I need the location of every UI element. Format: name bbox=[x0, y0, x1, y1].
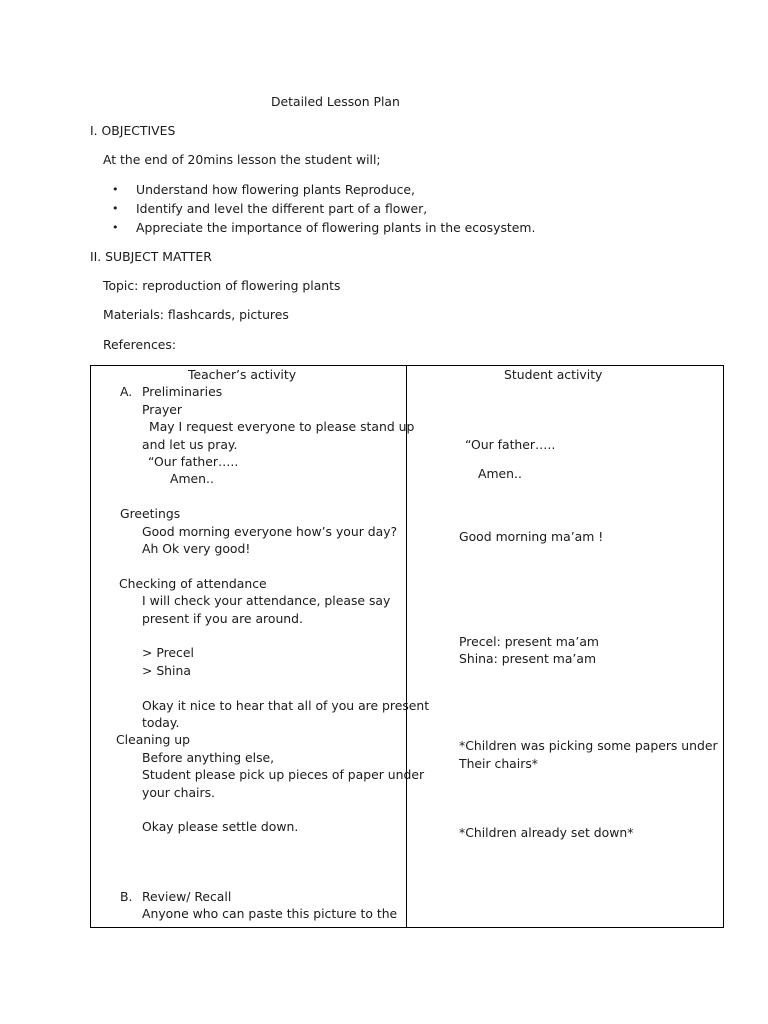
student-response: *Children already set down* bbox=[459, 825, 634, 840]
student-response: Their chairs* bbox=[459, 756, 538, 771]
student-activity-header: Student activity bbox=[504, 367, 603, 382]
objective-item: Identify and level the different part of a flower, bbox=[136, 201, 428, 216]
cleaning-label: Cleaning up bbox=[116, 732, 190, 747]
student-response: “Our father….. bbox=[465, 437, 556, 452]
section-a-label: A. bbox=[120, 384, 133, 399]
objective-item: Understand how flowering plants Reproduce, bbox=[136, 182, 415, 197]
objectives-heading: I. OBJECTIVES bbox=[90, 123, 176, 138]
greetings-label: Greetings bbox=[120, 506, 181, 521]
student-response: *Children was picking some papers under bbox=[459, 738, 718, 753]
prayer-text: Amen.. bbox=[170, 471, 214, 486]
page-title: Detailed Lesson Plan bbox=[271, 94, 400, 109]
objectives-intro: At the end of 20mins lesson the student will; bbox=[103, 152, 381, 167]
student-response: Amen.. bbox=[478, 466, 522, 481]
greetings-text: Ah Ok very good! bbox=[142, 541, 251, 556]
cleaning-text: Student please pick up pieces of paper under bbox=[142, 767, 425, 782]
greetings-text: Good morning everyone how’s your day? bbox=[142, 524, 398, 539]
attendance-label: Checking of attendance bbox=[119, 576, 267, 591]
subject-matter-heading: II. SUBJECT MATTER bbox=[90, 249, 212, 264]
bullet-marker: • bbox=[112, 202, 119, 215]
prayer-text: and let us pray. bbox=[142, 437, 238, 452]
student-response: Shina: present ma’am bbox=[459, 651, 597, 666]
topic-line: Topic: reproduction of flowering plants bbox=[103, 278, 341, 293]
review-text: Anyone who can paste this picture to the bbox=[142, 906, 398, 921]
attendance-text: today. bbox=[142, 715, 180, 730]
attendance-text: Okay it nice to hear that all of you are present bbox=[142, 698, 430, 713]
bullet-marker: • bbox=[112, 183, 119, 196]
prayer-text: “Our father….. bbox=[148, 454, 239, 469]
cleaning-text: your chairs. bbox=[142, 785, 215, 800]
attendance-text: present if you are around. bbox=[142, 611, 303, 626]
bullet-marker: • bbox=[112, 221, 119, 234]
teacher-activity-header: Teacher’s activity bbox=[188, 367, 297, 382]
cleaning-text: Before anything else, bbox=[142, 750, 275, 765]
objective-item: Appreciate the importance of flowering plants in the ecosystem. bbox=[136, 220, 536, 235]
attendance-text: I will check your attendance, please say bbox=[142, 593, 391, 608]
cleaning-text: Okay please settle down. bbox=[142, 819, 299, 834]
attendance-name: > Shina bbox=[142, 663, 191, 678]
section-b-label: B. bbox=[120, 889, 133, 904]
student-response: Good morning ma’am ! bbox=[459, 529, 604, 544]
prayer-text: May I request everyone to please stand up bbox=[149, 419, 415, 434]
student-response: Precel: present ma’am bbox=[459, 634, 599, 649]
materials-line: Materials: flashcards, pictures bbox=[103, 307, 289, 322]
table-column-divider bbox=[406, 365, 407, 928]
references-line: References: bbox=[103, 337, 177, 352]
prayer-label: Prayer bbox=[142, 402, 182, 417]
preliminaries-title: Preliminaries bbox=[142, 384, 223, 399]
attendance-name: > Precel bbox=[142, 645, 194, 660]
review-title: Review/ Recall bbox=[142, 889, 232, 904]
